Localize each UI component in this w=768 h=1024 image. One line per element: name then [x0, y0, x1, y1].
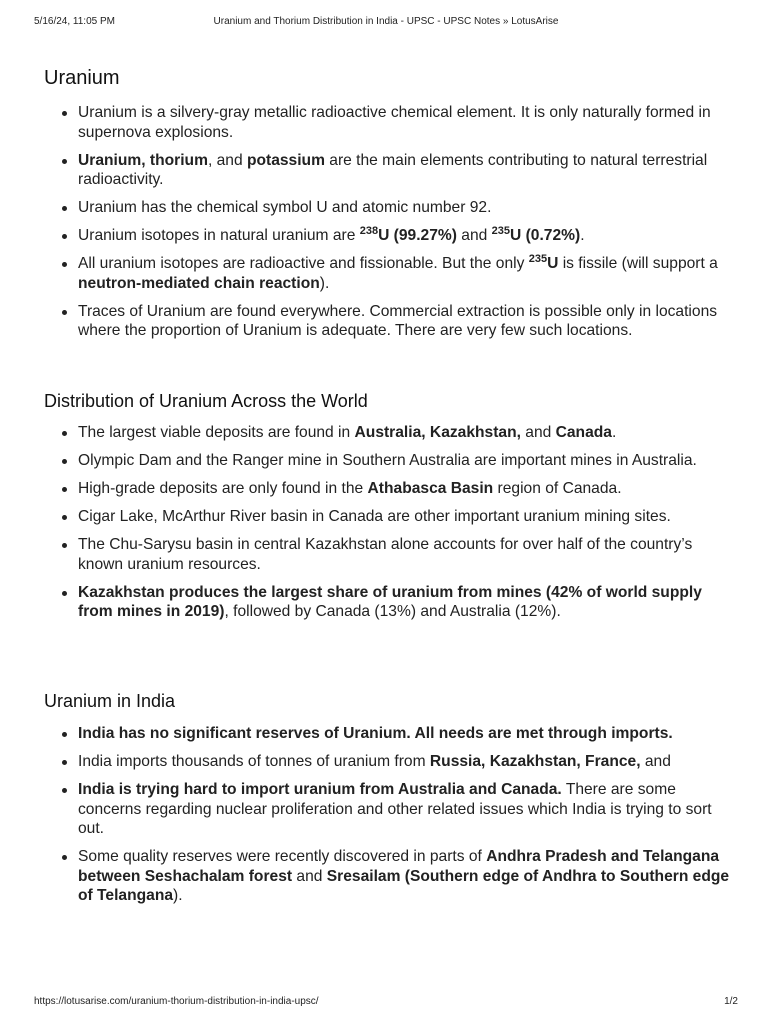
list-item: India imports thousands of tonnes of uranium from Russia, Kazakhstan, France, and: [44, 752, 734, 772]
list-item: All uranium isotopes are radioactive and fissionable. But the only $^{235}$U is fissile (will support a neutron-mediated chain reaction).: [44, 254, 734, 293]
world-distribution-list: [44, 423, 734, 630]
list-item: The Chu-Sarysu basin in central Kazakhstan alone accounts for over half of the country’s known uranium resources.: [44, 535, 734, 574]
print-page-title: Uranium and Thorium Distribution in India - UPSC - UPSC Notes » LotusArise: [213, 16, 559, 27]
print-header: [34, 16, 738, 30]
list-item: Uranium has the chemical symbol U and atomic number 92.: [44, 198, 734, 218]
list-item: India is trying hard to import uranium from Australia and Canada. There are some concerns regarding nuclear proliferation and other related issues which India is trying to sort out.: [44, 780, 734, 839]
print-url: https://lotusarise.com/uranium-thorium-distribution-in-india-upsc/: [34, 996, 319, 1007]
list-item: Uranium is a silvery-gray metallic radioactive chemical element. It is only naturally formed in supernova explosions.: [44, 103, 734, 142]
section-heading-world-distribution: Distribution of Uranium Across the World: [44, 391, 368, 411]
print-page-number: 1/2: [724, 996, 738, 1007]
print-footer: [34, 996, 738, 1010]
section-heading-uranium-india: Uranium in India: [44, 691, 176, 711]
list-item: Traces of Uranium are found everywhere. Commercial extraction is possible only in locations where the proportion of Uranium is adequate. There are very few such locations.: [44, 302, 734, 341]
list-item: Kazakhstan produces the largest share of uranium from mines (42% of world supply from mines in 2019), followed by Canada (13%) and Australia (12%).: [44, 583, 734, 622]
list-item: High-grade deposits are only found in the Athabasca Basin region of Canada.: [44, 479, 734, 499]
list-item: The largest viable deposits are found in Australia, Kazakhstan, and Canada.: [44, 423, 734, 443]
list-item: Some quality reserves were recently discovered in parts of Andhra Pradesh and Telangana between Seshachalam forest and Sresailam (Southern edge of Andhra to Southern edge of Telangana).: [44, 847, 734, 906]
list-item: India has no significant reserves of Uranium. All needs are met through imports.: [44, 724, 734, 744]
list-item: Uranium, thorium, and potassium are the main elements contributing to natural terrestrial radioactivity.: [44, 151, 734, 190]
list-item: Cigar Lake, McArthur River basin in Canada are other important uranium mining sites.: [44, 507, 734, 527]
list-item: Olympic Dam and the Ranger mine in Southern Australia are important mines in Australia.: [44, 451, 734, 471]
section-heading-uranium: Uranium: [44, 67, 120, 89]
list-item: Uranium isotopes in natural uranium are $^{238}$U (99.27%) and $^{235}$U (0.72%).: [44, 226, 734, 246]
uranium-india-list: [44, 724, 734, 914]
uranium-facts-list: [44, 103, 734, 349]
print-datetime: 5/16/24, 11:05 PM: [34, 16, 115, 27]
